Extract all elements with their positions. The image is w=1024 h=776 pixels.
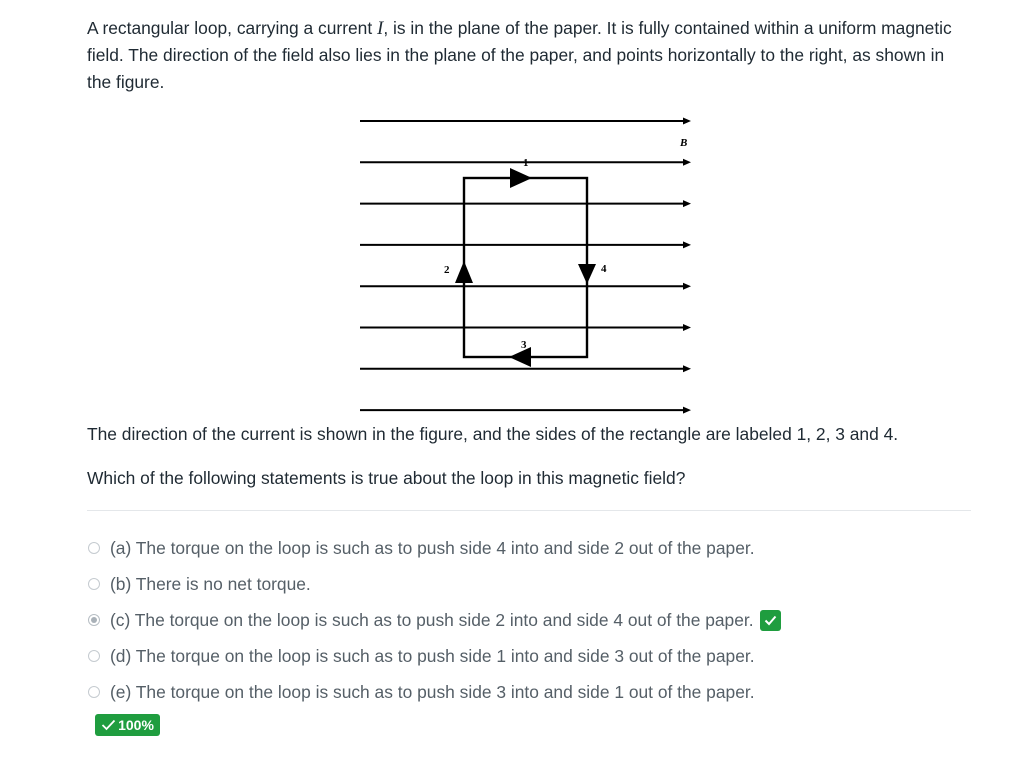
current-variable: I — [377, 18, 384, 39]
side-label-1: 1 — [523, 157, 529, 169]
current-loop — [455, 168, 596, 367]
answer-option[interactable] — [87, 571, 311, 597]
answer-text: (c) The torque on the loop is such as to push side 2 into and side 4 out of the paper. — [110, 609, 754, 630]
answer-text: (d) The torque on the loop is such as to push side 1 into and side 3 out of the paper. — [110, 645, 755, 666]
question-intro-part2: , is in the plane of the paper. It is fully contained within a uniform magnetic field. The direction of the field also lies in the plane of the paper, and points horizontally to the right, as shown in the figure. — [87, 18, 952, 92]
magnetic-field-figure — [340, 106, 710, 426]
answer-radio[interactable] — [88, 650, 100, 662]
correct-check-icon — [760, 610, 781, 631]
answer-option[interactable] — [87, 607, 781, 633]
answer-radio[interactable] — [88, 542, 100, 554]
field-arrowhead — [683, 365, 691, 372]
side-label-4: 4 — [601, 263, 607, 275]
field-arrowhead — [683, 241, 691, 248]
field-arrowhead — [683, 159, 691, 166]
arrow-side4-down — [578, 264, 596, 284]
score-label: 100% — [118, 717, 154, 733]
answer-text: (b) There is no net torque. — [110, 573, 311, 594]
answer-text: (e) The torque on the loop is such as to push side 3 into and side 1 out of the paper. — [110, 681, 755, 702]
answer-option[interactable] — [87, 535, 755, 561]
arrow-side2-up — [455, 261, 473, 283]
figure-description: The direction of the current is shown in the figure, and the sides of the rectangle are labeled 1, 2, 3 and 4. — [87, 424, 899, 444]
field-arrowhead — [683, 200, 691, 207]
answer-text: (a) The torque on the loop is such as to push side 4 into and side 2 out of the paper. — [110, 537, 755, 558]
loop-rectangle — [464, 178, 587, 357]
field-arrowhead — [683, 118, 691, 125]
side-label-2: 2 — [444, 264, 450, 276]
field-label: B — [680, 137, 688, 149]
answers-divider — [87, 510, 971, 511]
answer-option[interactable] — [87, 679, 755, 705]
question-intro-part1: A rectangular loop, carrying a current — [87, 18, 377, 38]
arrow-side3-left — [509, 347, 531, 367]
checkmark-icon — [101, 719, 116, 731]
field-arrowhead — [683, 324, 691, 331]
side-label-3: 3 — [521, 339, 527, 351]
score-badge — [95, 714, 160, 736]
answer-radio[interactable] — [88, 578, 100, 590]
answer-radio[interactable] — [88, 686, 100, 698]
answer-option[interactable] — [87, 643, 755, 669]
answer-radio[interactable] — [88, 614, 100, 626]
question-prompt: Which of the following statements is true about the loop in this magnetic field? — [87, 468, 686, 488]
arrow-side1-right — [510, 168, 532, 188]
question-intro — [87, 15, 967, 96]
field-arrowhead — [683, 283, 691, 290]
field-arrowhead — [683, 407, 691, 414]
